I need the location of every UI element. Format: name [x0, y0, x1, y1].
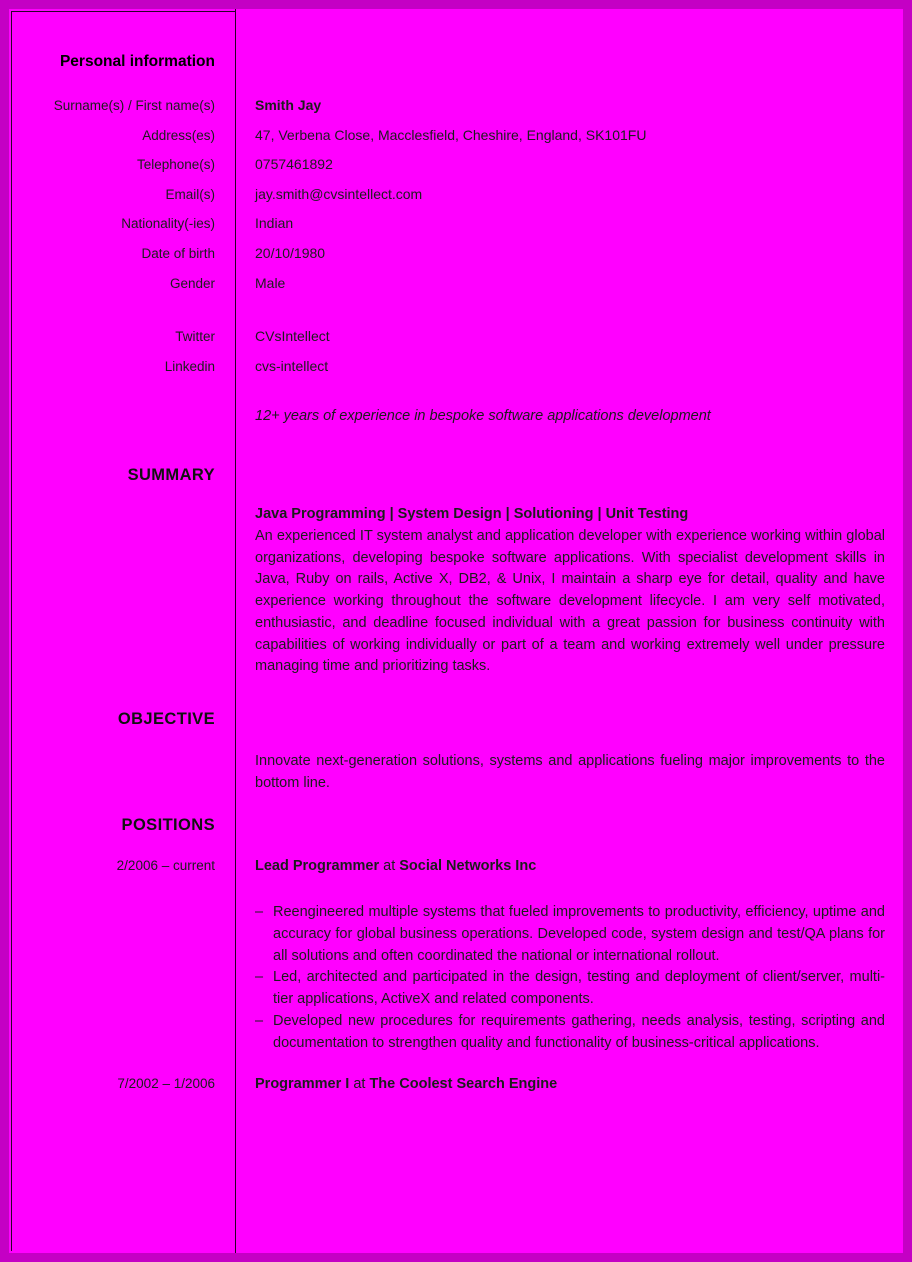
bullet-dash: –: [255, 969, 264, 986]
personal-row-nationality: [9, 209, 903, 239]
field-value: 47, Verbena Close, Macclesfield, Cheshire, England, SK101FU: [255, 126, 647, 143]
personal-row-gender: [9, 269, 903, 299]
field-label: Linkedin: [164, 358, 215, 374]
personal-row-dob: [9, 239, 903, 269]
bullet-text: Developed new procedures for requirements gathering, needs analysis, testing, scripting and documentation to strengthen quality and functionality of business-critical applications.: [273, 1012, 885, 1051]
experience-tagline: 12+ years of experience in bespoke software applications development: [255, 408, 711, 425]
field-label: Twitter: [175, 329, 215, 345]
bullet-text: Reengineered multiple systems that fueled improvements to productivity, efficiency, uptime and accuracy for global business operations. Developed code, system design and test/QA plans for all solutions and often coordinated the national or international rollout.: [273, 904, 885, 964]
job-company: The Coolest Search Engine: [369, 1076, 558, 1093]
bullet-item: [255, 967, 885, 1010]
personal-section-header: [9, 9, 903, 72]
field-label: Telephone(s): [136, 157, 215, 173]
personal-section-title: Personal information: [59, 53, 215, 70]
personal-row-address: [9, 121, 903, 151]
personal-row-telephone: [9, 150, 903, 180]
job-row-2: [9, 1073, 903, 1095]
field-value: CVsIntellect: [255, 328, 330, 345]
job-1-bullets: [9, 902, 903, 1054]
field-label: Nationality(-ies): [121, 216, 215, 232]
objective-heading-row: [9, 708, 903, 730]
skills-line: Java Programming | System Design | Solutioning | Unit Testing: [255, 506, 689, 523]
social-row-linkedin: [9, 352, 903, 382]
bullet-dash: –: [255, 1012, 264, 1029]
personal-rows: [9, 91, 903, 298]
field-value: jay.smith@cvsintellect.com: [255, 185, 423, 202]
field-label: Surname(s) / First name(s): [53, 98, 215, 113]
summary-text: An experienced IT system analyst and application developer with experience working within global organizations, developing bespoke software applications. With specialist development skills in Java, Ruby on rails, Active X, DB2, & Unix, I maintain a sharp eye for detail, quality and have experience working throughout the software development lifecycle. I am very self motivated, enthusiastic, and deadline focused individual with a great passion for business continuity with capabilities of working individually or part of a team and working extremely well under pressure managing time and prioritizing tasks.: [255, 528, 885, 675]
bullet-text: Led, architected and participated in the design, testing and deployment of client/server, multi-tier applications, ActiveX and related components.: [273, 969, 885, 1008]
job-company: Social Networks Inc: [399, 858, 537, 875]
bullet-item: [255, 1011, 885, 1054]
field-value: Smith Jay: [255, 97, 322, 113]
tagline-row: [9, 405, 903, 427]
field-value: cvs-intellect: [255, 357, 329, 374]
bullet-dash: –: [255, 904, 264, 921]
field-value: Male: [255, 274, 286, 291]
objective-text: Innovate next-generation solutions, systems and applications fueling major improvements to the bottom line.: [255, 752, 885, 791]
job-title-line: [235, 1073, 903, 1095]
job-connector: at: [353, 1076, 366, 1093]
job-title: Lead Programmer: [255, 858, 380, 875]
summary-heading-row: [9, 464, 903, 486]
field-label: Gender: [169, 275, 215, 291]
bullet-item: [255, 902, 885, 967]
job-connector: at: [383, 858, 396, 875]
summary-content-row: [9, 504, 903, 678]
job-dates: 2/2006 – current: [116, 858, 215, 874]
field-value: 0757461892: [255, 156, 333, 173]
social-row-twitter: [9, 322, 903, 352]
field-label: Date of birth: [141, 245, 215, 261]
field-label: Email(s): [165, 186, 215, 202]
objective-content-row: [9, 751, 903, 794]
job-dates: 7/2002 – 1/2006: [117, 1076, 215, 1092]
personal-row-email: [9, 180, 903, 210]
section-heading-positions: POSITIONS: [121, 816, 215, 835]
personal-row-name: [9, 91, 903, 121]
social-rows: [9, 322, 903, 381]
job-title-line: [235, 855, 903, 877]
positions-heading-row: [9, 814, 903, 836]
job-title: Programmer I: [255, 1076, 350, 1093]
field-value: Indian: [255, 215, 294, 232]
job-row-1: [9, 855, 903, 877]
section-heading-objective: OBJECTIVE: [117, 709, 215, 728]
field-value: 20/10/1980: [255, 244, 326, 261]
section-heading-summary: SUMMARY: [127, 466, 215, 485]
field-label: Address(es): [142, 127, 215, 143]
